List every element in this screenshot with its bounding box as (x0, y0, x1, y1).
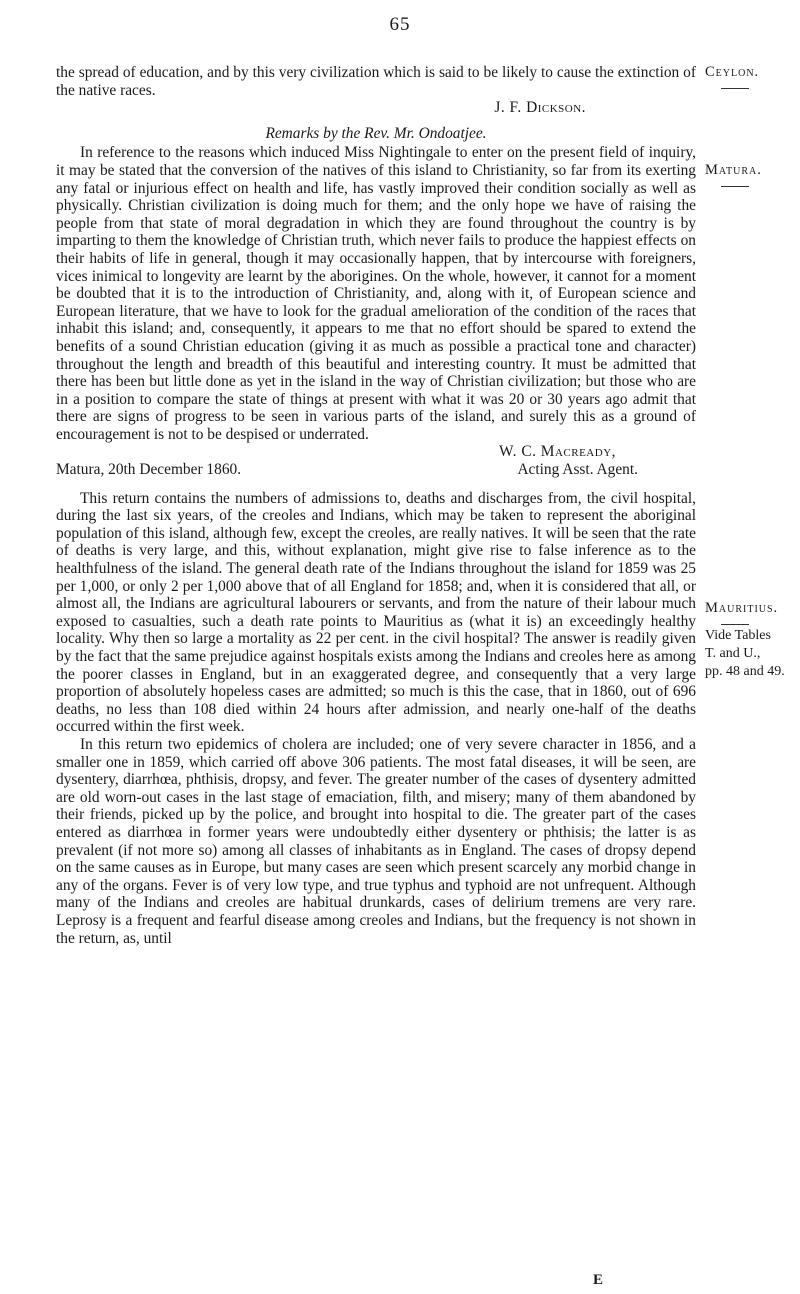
margin-note-vide-line-1: Vide Tables (705, 628, 771, 643)
margin-note-mauritius (705, 599, 800, 681)
margin-rule (721, 88, 749, 89)
margin-rule (721, 186, 749, 187)
margin-note-ceylon-label: Ceylon. (705, 64, 760, 80)
margin-note-vide-line-3: pp. 48 and 49. (705, 664, 785, 679)
main-text-column (56, 64, 696, 947)
ondaatjee-paragraph: In reference to the reasons which induced Miss Nightingale to enter on the present field of inquiry, it may be stated that the conversion of the natives of this island to Christianity, so far from its exerting any fatal or injurious effect on health and life, has vastly improved their condition socially as well as physically. Christian civilization is doing much for them; and the only hope we have of raising the people from that state of moral degradation in which they are found throughout the country is by imparting to them the knowledge of Christian truth, which never fails to produce the happiest effects on their habits of life in general, though it may occasionally happen, that by intercourse with foreigners, vices inimical to longevity are learnt by the aborigines. On the whole, however, it cannot for a moment be doubted that it is to the introduction of Christianity, and, along with it, of European science and European literature, that we have to look for the gradual amelioration of the condition of the races that inhabit this island; and, consequently, it appears to me that no effort should be spared to extend the benefits of a sound Christian education (giving it as much as possible a practical tone and character) throughout the length and breadth of this beautiful and interesting country. It must be admitted that there has been but little done as yet in the island in the way of Christian civilization; but those who are in a position to compare the state of things at present with what it was 20 or 30 years ago admit that there are signs of progress to be seen in various parts of the island, and surely this as a ground of encouragement is not to be despised or underrated. (56, 144, 696, 443)
mauritius-paragraph-1: This return contains the numbers of admissions to, deaths and discharges from, the civil hospital, during the last six years, of the creoles and Indians, which may be taken to represent the aboriginal population of this island, although few, except the creoles, are really natives. It will be seen that the rate of deaths is very large, and this, without explanation, might give rise to false inference as to the healthfulness of the island. The general death rate of the Indians throughout the island for 1859 was 25 per 1,000, or only 2 per 1,000 above that of all England for 1858; and, when it is considered that all, or almost all, the Indians are agricultural labourers or servants, and from the nature of their labour much exposed to casualties, such a death rate points to Mauritius as (what it is) an exceedingly healthy locality. Why then so large a mortality as 22 per cent. in the civil hospital? The answer is readily given by the fact that the same prejudice against hospitals exists among the Indians and creoles here as among the poorer classes in England, but in an exaggerated degree, and consequently that a very large proportion of absolutely hopeless cases are admitted; so much is this the case, that in 1860, out of 696 deaths, no less than 108 died within 24 hours after admission, and nearly one-half of the deaths occurred within the first week. (56, 489, 696, 736)
macready-signature: W. C. Macready, (499, 443, 616, 461)
margin-note-vide-line-2: T. and U., (705, 646, 761, 661)
dickson-signature: J. F. Dickson. (494, 99, 586, 117)
signature-title: Acting Asst. Agent. (517, 461, 638, 479)
mauritius-paragraph-2: In this return two epidemics of cholera are included; one of very severe character in 1856, and a smaller one in 1859, which carried off above 306 patients. The most fatal diseases, it will be seen, are dysentery, diarrhœa, phthisis, dropsy, and fever. The greater number of the cases of dysentery admitted are old worn-out cases in the last stage of emaciation, filth, and misery; many of them abandoned by their friends, picked up by the police, and brought into hospital to die. The greater part of the cases entered as diarrhœa in former years were undoubtedly either dysentery or phthisis; the latter is as prevalent (if not more so) among all classes of inhabitants as in England. The cases of dropsy depend on the same causes as in Europe, but many cases are seen which present scarcely any morbid change in any of the organs. Fever is of very low type, and true typhus and typhoid are not unfrequent. Although many of the Indians and creoles are habitual drunkards, cases of delirium tremens are very rare. Leprosy is a frequent and fearful disease among creoles and Indians, but the frequency is not shown in the return, as, until (56, 735, 696, 947)
page-number: 65 (389, 14, 411, 35)
signature-row (56, 461, 696, 479)
dickson-section (56, 64, 696, 117)
ondaatjee-section (56, 125, 696, 479)
section-spacer (56, 479, 696, 490)
ondaatjee-heading: Remarks by the Rev. Mr. Ondoatjee. (265, 124, 487, 142)
margin-note-matura-label: Matura. (705, 162, 762, 178)
dickson-paragraph: the spread of education, and by this very civilization which is said to be likely to cause the extinction of the native races. (56, 64, 696, 99)
margin-rule (721, 624, 749, 625)
margin-note-matura (705, 161, 800, 187)
margin-note-ceylon (705, 63, 800, 89)
catchword: E (593, 1272, 604, 1288)
mauritius-section (56, 490, 696, 947)
margin-note-mauritius-label: Mauritius. (705, 600, 779, 616)
place-date: Matura, 20th December 1860. (56, 461, 242, 479)
